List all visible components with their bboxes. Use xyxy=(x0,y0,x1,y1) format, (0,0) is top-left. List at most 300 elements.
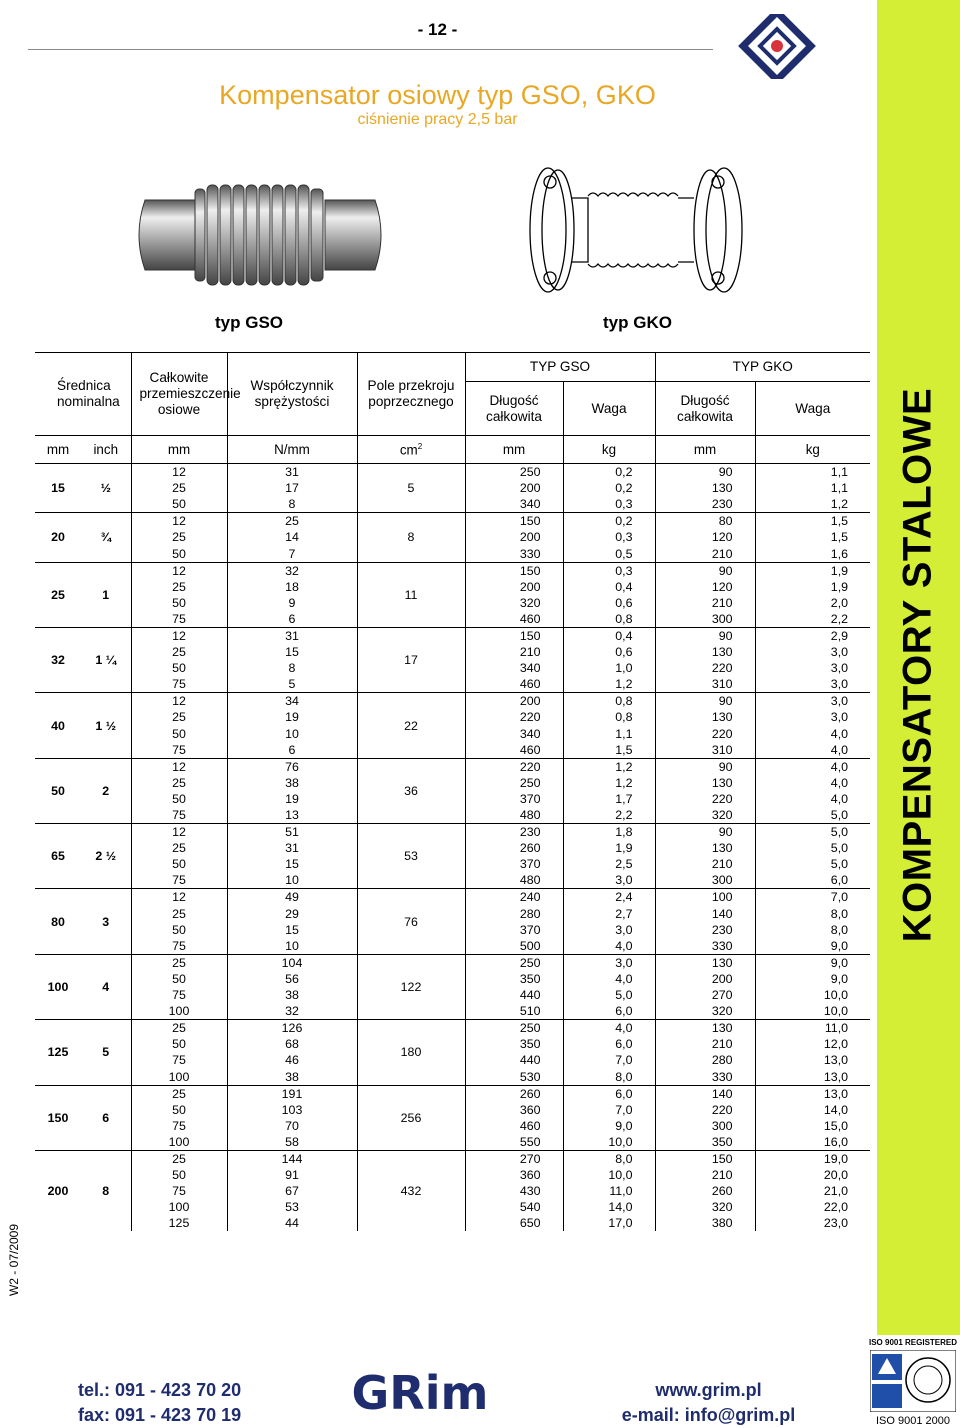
cell-gso-length: 250 xyxy=(465,1020,563,1037)
cell-gso-weight: 4,0 xyxy=(563,971,655,987)
cell-gso-weight: 0,3 xyxy=(563,562,655,579)
cell-gso-weight: 0,6 xyxy=(563,644,655,660)
cell-stiffness: 9 xyxy=(227,595,357,611)
cell-gso-length: 200 xyxy=(465,579,563,595)
cell-stiffness: 51 xyxy=(227,824,357,841)
cell-stiffness: 7 xyxy=(227,545,357,562)
cell-inch: 1 xyxy=(81,562,131,627)
cell-gko-length: 220 xyxy=(655,791,755,807)
cell-stiffness: 15 xyxy=(227,644,357,660)
cell-stiffness: 56 xyxy=(227,971,357,987)
cell-area: 36 xyxy=(357,758,465,823)
cell-dn: 100 xyxy=(35,954,81,1019)
table-row xyxy=(35,1020,870,1037)
cell-gso-weight: 0,5 xyxy=(563,545,655,562)
gko-compensator-drawing xyxy=(528,160,748,300)
cell-gko-length: 210 xyxy=(655,595,755,611)
unit-mm: mm xyxy=(46,442,70,457)
iso-certification-badge xyxy=(866,1336,960,1427)
cell-displacement: 50 xyxy=(131,856,227,872)
cell-inch: ½ xyxy=(81,464,131,513)
unit-area-base: cm xyxy=(399,442,418,458)
cell-gso-weight: 3,0 xyxy=(563,954,655,971)
cell-gso-length: 280 xyxy=(465,906,563,922)
header-gso: TYP GSO xyxy=(466,353,655,382)
cell-gso-length: 370 xyxy=(465,791,563,807)
specs-table xyxy=(35,352,870,1231)
cell-gso-weight: 0,3 xyxy=(563,496,655,513)
cell-gso-length: 460 xyxy=(465,742,563,759)
cell-gko-weight: 19,0 xyxy=(755,1150,870,1167)
cell-dn: 25 xyxy=(35,562,81,627)
cell-gso-length: 530 xyxy=(465,1068,563,1085)
cell-gko-weight: 4,0 xyxy=(830,742,849,757)
cell-stiffness: 34 xyxy=(227,693,357,710)
cell-gso-weight: 1,5 xyxy=(563,742,655,759)
cell-gko-length: 90 xyxy=(655,464,755,481)
cell-stiffness: 46 xyxy=(227,1052,357,1068)
header-displacement: Całkowite przemieszczenie osiowe xyxy=(131,353,227,436)
cell-gko-weight: 13,0 xyxy=(823,1069,849,1084)
cell-gso-weight: 1,2 xyxy=(563,758,655,775)
cell-gso-weight: 4,0 xyxy=(563,1020,655,1037)
cell-gko-weight: 13,0 xyxy=(755,1085,870,1102)
cell-gko-weight: 16,0 xyxy=(823,1134,849,1149)
cell-stiffness: 15 xyxy=(227,856,357,872)
cell-gso-weight: 0,4 xyxy=(563,627,655,644)
cell-gso-length: 220 xyxy=(465,709,563,725)
cell-stiffness: 15 xyxy=(227,922,357,938)
cell-gko-weight: 21,0 xyxy=(823,1184,849,1199)
cell-gso-weight: 8,0 xyxy=(563,1150,655,1167)
cell-displacement: 75 xyxy=(131,611,227,628)
cell-stiffness: 91 xyxy=(227,1167,357,1183)
cell-gko-weight: 13,0 xyxy=(823,1053,849,1068)
cell-displacement: 100 xyxy=(131,1068,227,1085)
cell-gso-length: 250 xyxy=(465,464,563,481)
cell-stiffness: 8 xyxy=(227,496,357,513)
cell-displacement: 50 xyxy=(131,726,227,742)
unit-gso-length: mm xyxy=(465,436,563,464)
header-gso-weight: Waga xyxy=(591,400,627,416)
cell-stiffness: 31 xyxy=(227,840,357,856)
cell-displacement: 50 xyxy=(131,496,227,513)
cell-gso-weight: 1,7 xyxy=(563,791,655,807)
cell-gko-weight: 8,0 xyxy=(830,922,849,937)
header-rule xyxy=(28,49,713,50)
cell-displacement: 50 xyxy=(131,1167,227,1183)
cell-gko-length: 120 xyxy=(655,529,755,545)
cell-gso-weight: 10,0 xyxy=(563,1167,655,1183)
cell-displacement: 25 xyxy=(131,579,227,595)
cell-displacement: 125 xyxy=(131,1215,227,1231)
unit-displacement: mm xyxy=(131,436,227,464)
unit-area-exponent: 2 xyxy=(417,441,423,451)
cell-gso-length: 370 xyxy=(465,856,563,872)
cell-gko-length: 120 xyxy=(655,579,755,595)
header-gso-length: Długość całkowita xyxy=(466,382,564,435)
cell-gko-weight: 4,0 xyxy=(755,758,870,775)
cell-gso-length: 550 xyxy=(465,1134,563,1151)
cell-gko-weight: 22,0 xyxy=(823,1200,849,1215)
cell-gso-length: 200 xyxy=(465,529,563,545)
cell-stiffness: 10 xyxy=(227,872,357,889)
unit-gso-weight: kg xyxy=(563,436,655,464)
footer-contact-web xyxy=(616,1378,801,1428)
cell-gko-weight: 7,0 xyxy=(755,889,870,906)
header-nominal: Średnica nominalna xyxy=(35,353,131,436)
header-gso-group xyxy=(465,353,655,436)
cell-gko-weight: 3,0 xyxy=(830,710,849,725)
cell-displacement: 12 xyxy=(131,464,227,481)
cell-displacement: 75 xyxy=(131,1052,227,1068)
cell-displacement: 75 xyxy=(131,1183,227,1199)
cell-gso-weight: 7,0 xyxy=(563,1102,655,1118)
unit-gko-weight: kg xyxy=(805,442,820,457)
page-title: Kompensator osiowy typ GSO, GKO xyxy=(219,80,656,110)
iso-standard-label: ISO 9001 2000 xyxy=(875,1415,950,1427)
cell-stiffness: 6 xyxy=(227,611,357,628)
cell-inch: 2 xyxy=(81,758,131,823)
cell-gko-length: 130 xyxy=(655,1020,755,1037)
cell-stiffness: 6 xyxy=(227,742,357,759)
cell-gko-weight: 10,0 xyxy=(823,1004,849,1019)
cell-gko-length: 320 xyxy=(655,1199,755,1215)
cell-gko-length: 220 xyxy=(655,1102,755,1118)
cell-gso-length: 250 xyxy=(465,775,563,791)
cell-displacement: 12 xyxy=(131,889,227,906)
cell-gko-length: 380 xyxy=(655,1215,755,1231)
cell-displacement: 50 xyxy=(131,595,227,611)
cell-area: 53 xyxy=(357,824,465,889)
cell-gso-length: 500 xyxy=(465,938,563,955)
cell-gko-weight: 2,9 xyxy=(755,627,870,644)
cell-displacement: 25 xyxy=(131,1150,227,1167)
cell-displacement: 75 xyxy=(131,1118,227,1134)
cell-gko-weight: 3,0 xyxy=(755,693,870,710)
table-row xyxy=(35,758,870,775)
cell-displacement: 12 xyxy=(131,627,227,644)
cell-gso-weight: 4,0 xyxy=(563,938,655,955)
cell-gso-weight: 6,0 xyxy=(563,1003,655,1020)
cell-displacement: 50 xyxy=(131,545,227,562)
cell-gso-length: 370 xyxy=(465,922,563,938)
cell-gko-length: 320 xyxy=(655,1003,755,1020)
unit-stiffness: N/mm xyxy=(227,436,357,464)
footer-www[interactable]: www.grim.pl xyxy=(655,1380,762,1400)
cell-gko-length: 210 xyxy=(655,856,755,872)
cell-gso-length: 430 xyxy=(465,1183,563,1199)
header-gko-weight: Waga xyxy=(795,400,831,416)
cell-gko-length: 80 xyxy=(655,513,755,530)
table-row xyxy=(35,562,870,579)
cell-gso-weight: 1,0 xyxy=(563,660,655,676)
footer-tel: tel.: 091 - 423 70 20 xyxy=(78,1380,242,1400)
cell-gso-length: 340 xyxy=(465,496,563,513)
cell-area: 180 xyxy=(357,1020,465,1085)
cell-displacement: 25 xyxy=(131,840,227,856)
cell-area: 17 xyxy=(357,627,465,692)
cell-gso-length: 230 xyxy=(465,824,563,841)
cell-stiffness: 70 xyxy=(227,1118,357,1134)
cell-gko-weight: 20,0 xyxy=(823,1168,849,1183)
cell-gso-weight: 0,4 xyxy=(563,579,655,595)
cell-gko-length: 130 xyxy=(655,954,755,971)
cell-gso-length: 340 xyxy=(465,726,563,742)
cell-gso-weight: 0,2 xyxy=(563,513,655,530)
cell-dn: 40 xyxy=(35,693,81,758)
cell-stiffness: 19 xyxy=(227,709,357,725)
cell-gko-weight: 9,0 xyxy=(830,971,849,986)
cell-gko-weight: 3,0 xyxy=(830,677,849,692)
cell-gso-weight: 1,8 xyxy=(563,824,655,841)
cell-gso-weight: 0,3 xyxy=(563,529,655,545)
cell-displacement: 25 xyxy=(131,775,227,791)
cell-gko-length: 210 xyxy=(655,545,755,562)
cell-gso-length: 440 xyxy=(465,987,563,1003)
cell-stiffness: 18 xyxy=(227,579,357,595)
cell-area: 432 xyxy=(357,1150,465,1231)
cell-displacement: 50 xyxy=(131,971,227,987)
table-row xyxy=(35,824,870,841)
cell-stiffness: 10 xyxy=(227,726,357,742)
cell-displacement: 25 xyxy=(131,480,227,496)
cell-gko-weight: 2,2 xyxy=(830,611,849,626)
cell-displacement: 12 xyxy=(131,824,227,841)
cell-stiffness: 103 xyxy=(227,1102,357,1118)
cell-gso-length: 460 xyxy=(465,611,563,628)
footer-fax: fax: 091 - 423 70 19 xyxy=(78,1405,242,1425)
cell-gko-length: 260 xyxy=(655,1183,755,1199)
cell-gso-length: 460 xyxy=(465,1118,563,1134)
cell-gso-weight: 2,4 xyxy=(563,889,655,906)
footer-email[interactable]: e-mail: info@grim.pl xyxy=(621,1405,796,1425)
cell-stiffness: 8 xyxy=(227,660,357,676)
cell-stiffness: 38 xyxy=(227,987,357,1003)
cell-gko-weight: 6,0 xyxy=(830,873,849,888)
cell-gko-weight: 1,6 xyxy=(830,546,849,561)
cell-stiffness: 67 xyxy=(227,1183,357,1199)
cell-stiffness: 104 xyxy=(227,954,357,971)
cell-gso-weight: 17,0 xyxy=(563,1215,655,1231)
cell-displacement: 25 xyxy=(131,1020,227,1037)
table-row xyxy=(35,889,870,906)
brand-logo xyxy=(345,1364,495,1419)
header-gko-length: Długość całkowita xyxy=(656,382,756,435)
cell-stiffness: 38 xyxy=(227,1068,357,1085)
cell-stiffness: 5 xyxy=(227,676,357,693)
cell-displacement: 100 xyxy=(131,1134,227,1151)
cell-inch: 6 xyxy=(81,1085,131,1150)
cell-gso-weight: 0,2 xyxy=(563,464,655,481)
cell-stiffness: 13 xyxy=(227,807,357,824)
cell-inch: 4 xyxy=(81,954,131,1019)
cell-gko-weight: 3,0 xyxy=(830,661,849,676)
cell-inch: 5 xyxy=(81,1020,131,1085)
cell-dn: 32 xyxy=(35,627,81,692)
cell-gso-weight: 1,2 xyxy=(563,775,655,791)
cell-gso-weight: 14,0 xyxy=(563,1199,655,1215)
cell-gso-length: 440 xyxy=(465,1052,563,1068)
cell-gko-weight: 1,9 xyxy=(830,579,849,594)
cell-gso-length: 510 xyxy=(465,1003,563,1020)
cell-gso-length: 240 xyxy=(465,889,563,906)
cell-gso-weight: 5,0 xyxy=(563,987,655,1003)
cell-gko-weight: 23,0 xyxy=(823,1216,849,1231)
cell-dn: 65 xyxy=(35,824,81,889)
cell-stiffness: 53 xyxy=(227,1199,357,1215)
cell-stiffness: 32 xyxy=(227,562,357,579)
cell-gko-weight: 12,0 xyxy=(823,1037,849,1052)
cell-gko-length: 230 xyxy=(655,496,755,513)
cell-gko-length: 210 xyxy=(655,1167,755,1183)
cell-gso-length: 220 xyxy=(465,758,563,775)
cell-displacement: 25 xyxy=(131,644,227,660)
table-row xyxy=(35,627,870,644)
cell-gso-length: 270 xyxy=(465,1150,563,1167)
cell-area: 5 xyxy=(357,464,465,513)
cell-displacement: 25 xyxy=(131,906,227,922)
cell-stiffness: 31 xyxy=(227,627,357,644)
cell-displacement: 25 xyxy=(131,529,227,545)
cell-gso-weight: 9,0 xyxy=(563,1118,655,1134)
certification-marks-icon xyxy=(870,1350,956,1412)
page-subtitle: ciśnienie pracy 2,5 bar xyxy=(357,111,518,128)
cell-gko-length: 210 xyxy=(655,1036,755,1052)
unit-inch: inch xyxy=(81,436,131,464)
cell-stiffness: 191 xyxy=(227,1085,357,1102)
cell-displacement: 50 xyxy=(131,791,227,807)
cell-gko-length: 130 xyxy=(655,709,755,725)
specs-table-container xyxy=(35,352,870,1231)
cell-dn: 150 xyxy=(35,1085,81,1150)
cell-stiffness: 32 xyxy=(227,1003,357,1020)
cell-displacement: 12 xyxy=(131,693,227,710)
cell-area: 11 xyxy=(357,562,465,627)
cell-gso-weight: 11,0 xyxy=(563,1183,655,1199)
cell-gko-length: 230 xyxy=(655,922,755,938)
cell-gko-weight: 9,0 xyxy=(755,954,870,971)
cell-displacement: 25 xyxy=(131,709,227,725)
cell-gso-weight: 8,0 xyxy=(563,1068,655,1085)
cell-dn: 125 xyxy=(35,1020,81,1085)
cell-displacement: 50 xyxy=(131,660,227,676)
cell-stiffness: 25 xyxy=(227,513,357,530)
cell-displacement: 75 xyxy=(131,807,227,824)
table-header-row xyxy=(35,353,870,436)
cell-gso-weight: 1,9 xyxy=(563,840,655,856)
cell-inch: 1 ½ xyxy=(81,693,131,758)
header-stiffness: Współczynnik sprężystości xyxy=(227,353,357,436)
cell-displacement: 25 xyxy=(131,954,227,971)
cell-gso-length: 350 xyxy=(465,1036,563,1052)
cell-stiffness: 19 xyxy=(227,791,357,807)
cell-gko-length: 150 xyxy=(655,1150,755,1167)
cell-gso-length: 340 xyxy=(465,660,563,676)
cell-displacement: 75 xyxy=(131,987,227,1003)
cell-gso-length: 650 xyxy=(465,1215,563,1231)
cell-gso-length: 260 xyxy=(465,1085,563,1102)
cell-displacement: 12 xyxy=(131,513,227,530)
cell-gko-weight: 4,0 xyxy=(830,791,849,806)
cell-gso-length: 350 xyxy=(465,971,563,987)
cell-displacement: 75 xyxy=(131,742,227,759)
cell-gko-length: 300 xyxy=(655,1118,755,1134)
gso-figure-label: typ GSO xyxy=(215,313,284,332)
cell-stiffness: 10 xyxy=(227,938,357,955)
cell-stiffness: 58 xyxy=(227,1134,357,1151)
cell-displacement: 25 xyxy=(131,1085,227,1102)
cell-gko-weight: 3,0 xyxy=(830,645,849,660)
cell-gso-weight: 0,8 xyxy=(563,611,655,628)
cell-displacement: 100 xyxy=(131,1199,227,1215)
cell-gko-length: 100 xyxy=(655,889,755,906)
cell-dn: 20 xyxy=(35,513,81,562)
table-body xyxy=(35,436,870,1232)
cell-gko-length: 90 xyxy=(655,562,755,579)
cell-gso-weight: 6,0 xyxy=(563,1036,655,1052)
cell-dn: 50 xyxy=(35,758,81,823)
cell-gso-weight: 0,6 xyxy=(563,595,655,611)
cell-gso-weight: 0,8 xyxy=(563,693,655,710)
cell-inch: ¾ xyxy=(81,513,131,562)
cell-gko-weight: 5,0 xyxy=(755,824,870,841)
cell-gko-weight: 14,0 xyxy=(823,1102,849,1117)
sidebar-title: KOMPENSATORY STALOWE xyxy=(895,387,940,943)
cell-gko-weight: 1,2 xyxy=(830,497,849,512)
cell-gko-length: 350 xyxy=(655,1134,755,1151)
cell-displacement: 75 xyxy=(131,872,227,889)
cell-gso-length: 540 xyxy=(465,1199,563,1215)
cell-gko-length: 90 xyxy=(655,824,755,841)
table-row xyxy=(35,464,870,481)
cell-gso-length: 150 xyxy=(465,627,563,644)
cell-gso-length: 260 xyxy=(465,840,563,856)
cell-gko-weight: 11,0 xyxy=(755,1020,870,1037)
cell-gko-length: 90 xyxy=(655,627,755,644)
cell-gko-weight: 5,0 xyxy=(830,808,849,823)
cell-gko-length: 140 xyxy=(655,906,755,922)
cell-gko-weight: 15,0 xyxy=(823,1118,849,1133)
cell-stiffness: 38 xyxy=(227,775,357,791)
table-row xyxy=(35,513,870,530)
cell-dn: 15 xyxy=(35,464,81,513)
cell-gko-length: 310 xyxy=(655,676,755,693)
cell-gko-length: 320 xyxy=(655,807,755,824)
cell-gko-weight: 1,9 xyxy=(755,562,870,579)
cell-gso-length: 360 xyxy=(465,1102,563,1118)
document-reference: W2 - 07/2009 xyxy=(7,1223,21,1297)
footer-contact-phone xyxy=(78,1378,241,1428)
cell-gko-length: 300 xyxy=(655,872,755,889)
cell-gko-length: 90 xyxy=(655,693,755,710)
unit-gko-length: mm xyxy=(655,436,755,464)
cell-gso-length: 200 xyxy=(465,693,563,710)
cell-gso-weight: 2,5 xyxy=(563,856,655,872)
cell-inch: 8 xyxy=(81,1150,131,1231)
cell-gso-length: 330 xyxy=(465,545,563,562)
cell-gko-weight: 5,0 xyxy=(830,841,849,856)
cell-stiffness: 17 xyxy=(227,480,357,496)
cell-gso-weight: 10,0 xyxy=(563,1134,655,1151)
cell-gko-weight: 8,0 xyxy=(830,906,849,921)
cell-dn: 200 xyxy=(35,1150,81,1231)
cell-gso-weight: 7,0 xyxy=(563,1052,655,1068)
cell-gso-weight: 1,1 xyxy=(563,726,655,742)
cell-gko-length: 310 xyxy=(655,742,755,759)
cell-gso-length: 200 xyxy=(465,480,563,496)
cell-stiffness: 144 xyxy=(227,1150,357,1167)
